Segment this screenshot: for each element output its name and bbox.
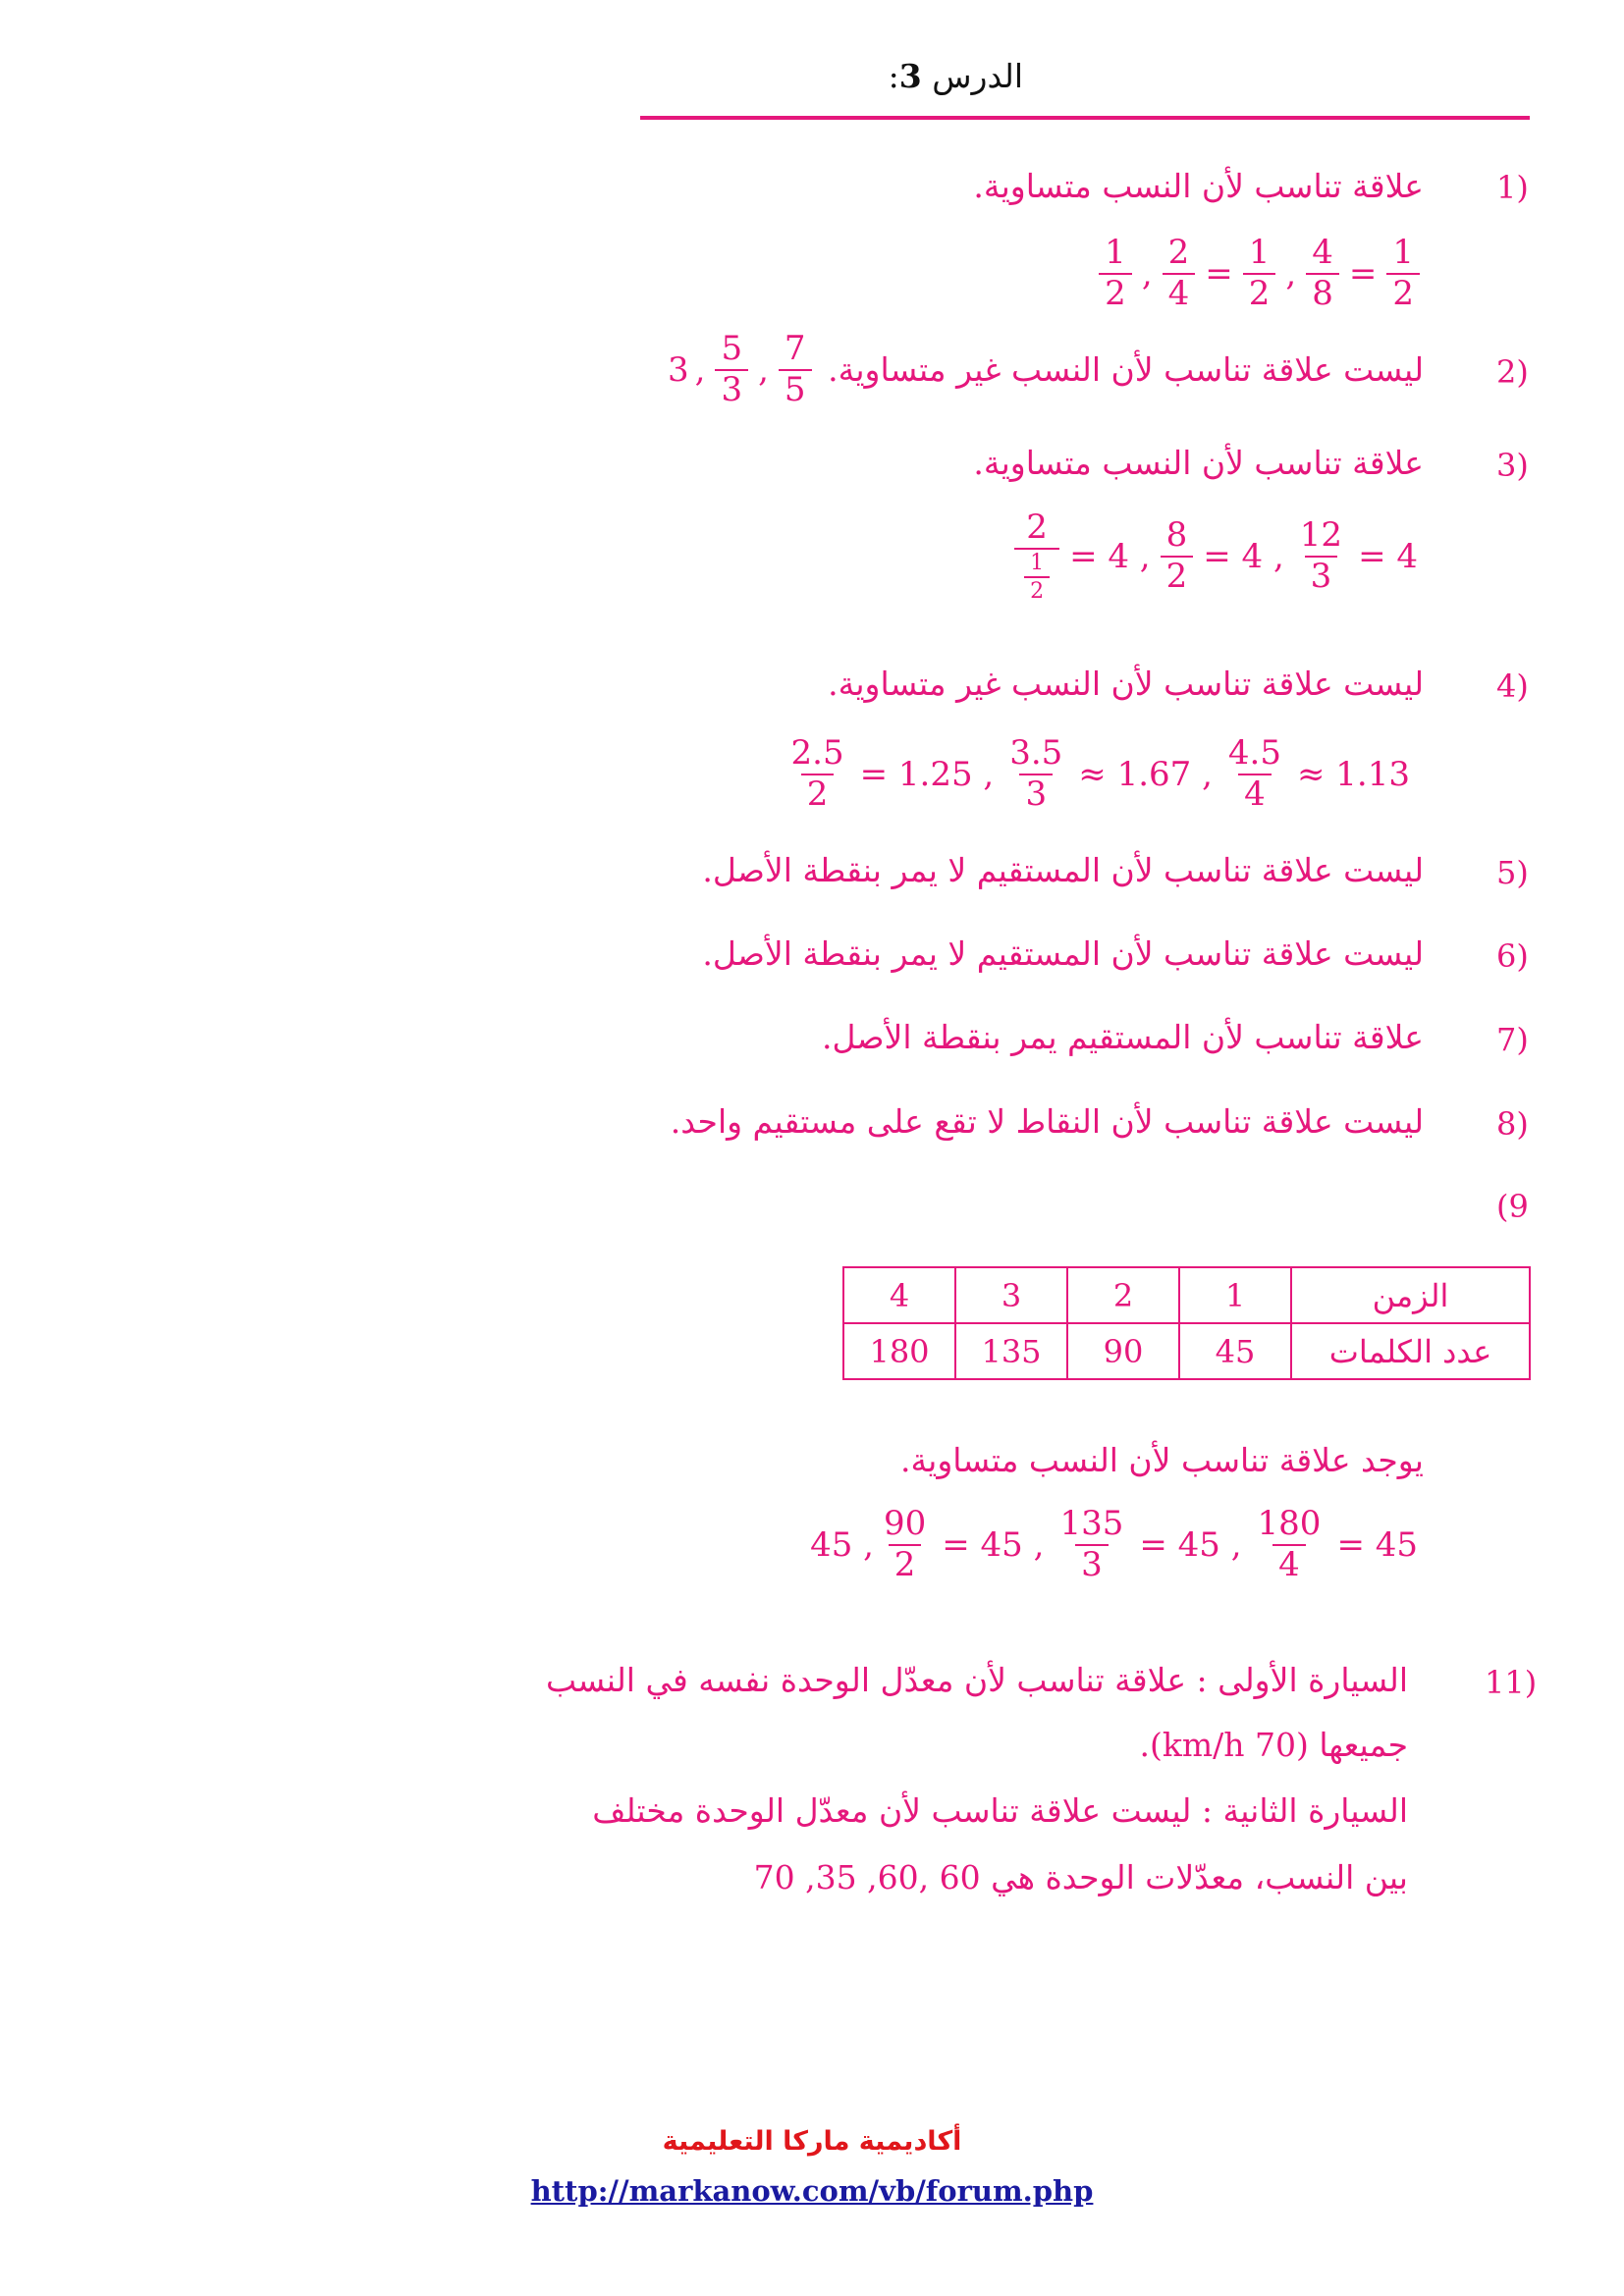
footer-link[interactable]: http://markanow.com/vb/forum.php <box>530 2174 1094 2208</box>
fraction: $\frac{1}{2}$ <box>1099 236 1132 311</box>
page-header: الدرس 3: <box>888 57 1023 95</box>
item-number-9: (9 <box>1496 1188 1529 1225</box>
item-number-8: 8) <box>1496 1105 1529 1143</box>
table-cell: 135 <box>955 1323 1067 1379</box>
fraction: $\frac{90}{2}$ <box>883 1504 927 1584</box>
math-q4: $\frac{2.5}{2}$ = 1.25 , $\frac{3.5}{3}$ ≈ 1.67 , $\frac{4.5}{4}$ ≈ 1.13 <box>782 736 1416 812</box>
fraction: $\frac{1}{2}$ <box>1243 236 1276 311</box>
item-number-3: 3) <box>1496 447 1529 484</box>
fraction: $\frac{3.5}{3}$ <box>1009 733 1063 814</box>
value: 3 <box>668 349 689 390</box>
table-cell: 2 <box>1067 1267 1179 1323</box>
table-cell: 90 <box>1067 1323 1179 1379</box>
item-number-2: 2) <box>1496 353 1529 391</box>
q11-line-4: بين النسب، معدّلات الوحدة هي 60 ,60, 35, 70 <box>753 1858 1408 1896</box>
table-cell: 45 <box>1179 1323 1291 1379</box>
item-text-8: ليست علاقة تناسب لأن النقاط لا تقع على مستقيم واحد. <box>670 1102 1424 1141</box>
fraction: $\frac{180}{4}$ <box>1257 1504 1322 1584</box>
fraction: $\frac{2}{4}$ <box>1163 236 1196 311</box>
item-text-5: ليست علاقة تناسب لأن المستقيم لا يمر بنقطة الأصل. <box>702 851 1424 889</box>
fraction: $\frac{1}{2}$ <box>1386 236 1420 311</box>
item-text-7: علاقة تناسب لأن المستقيم يمر بنقطة الأصل. <box>822 1018 1424 1056</box>
q11-line-3: السيارة الثانية : ليست علاقة تناسب لأن معدّل الوحدة مختلف <box>592 1791 1408 1830</box>
data-table <box>842 1266 1531 1380</box>
table-cell: عدد الكلمات <box>1291 1323 1530 1379</box>
q11-line-1: السيارة الأولى : علاقة تناسب لأن معدّل الوحدة نفسه في النسب <box>545 1661 1408 1699</box>
item-number-5: 5) <box>1496 854 1529 891</box>
fraction: $\frac{7}{5}$ <box>779 332 812 407</box>
math-q1: $\frac{1}{2}$ , $\frac{2}{4}$ = $\frac{1}{2}$ , $\frac{4}{8}$ = $\frac{1}{2}$ <box>1095 236 1424 311</box>
item-number-4: 4) <box>1496 667 1529 705</box>
fraction: $\frac{12}{3}$ <box>1299 515 1343 596</box>
item-number-1: 1) <box>1496 169 1529 206</box>
math-q9: 45 , $\frac{90}{2}$ = 45 , $\frac{135}{3}$ = 45 , $\frac{180}{4}$ = 45 <box>810 1504 1418 1584</box>
item-number-7: 7) <box>1496 1021 1529 1058</box>
fraction: $\frac{135}{3}$ <box>1059 1504 1124 1584</box>
math-q2: $\frac{7}{5}$ , $\frac{5}{3}$ , 3 <box>668 332 816 407</box>
math-q3: $\frac{2}{\frac{1}{2}}$ = 4 , $\frac{8}{2}$ = 4 , $\frac{12}{3}$ = 4 <box>1010 510 1424 603</box>
value: 45 , <box>810 1524 874 1565</box>
table-cell: الزمن <box>1291 1267 1530 1323</box>
item-text-3: علاقة تناسب لأن النسب متساوية. <box>973 444 1424 482</box>
item-text-6: ليست علاقة تناسب لأن المستقيم لا يمر بنقطة الأصل. <box>702 934 1424 973</box>
table-cell: 1 <box>1179 1267 1291 1323</box>
table-cell: 4 <box>843 1267 955 1323</box>
fraction: $\frac{4}{8}$ <box>1306 236 1339 311</box>
item-text-2: ليست علاقة تناسب لأن النسب غير متساوية. <box>828 350 1424 389</box>
fraction: $\frac{5}{3}$ <box>715 332 748 407</box>
table-row <box>843 1267 1530 1323</box>
item-text-1: علاقة تناسب لأن النسب متساوية. <box>973 167 1424 205</box>
table-cell: 180 <box>843 1323 955 1379</box>
fraction: $\frac{2.5}{2}$ <box>790 733 844 814</box>
item-number-6: 6) <box>1496 937 1529 975</box>
lesson-number: 3 <box>898 57 922 95</box>
fraction: $\frac{8}{2}$ <box>1161 518 1194 594</box>
q9-statement: يوجد علاقة تناسب لأن النسب متساوية. <box>899 1441 1424 1479</box>
complex-fraction: $\frac{2}{\frac{1}{2}}$ <box>1014 510 1059 603</box>
fraction: $\frac{4.5}{4}$ <box>1227 733 1281 814</box>
header-rule <box>640 116 1530 120</box>
header-title: الدرس <box>932 57 1023 95</box>
item-number-11: 11) <box>1485 1664 1538 1701</box>
footer-title: أكاديمية ماركا التعليمية <box>662 2126 962 2157</box>
item-text-4: ليست علاقة تناسب لأن النسب غير متساوية. <box>828 665 1424 703</box>
table-cell: 3 <box>955 1267 1067 1323</box>
q11-line-2: جميعها (70 km/h). <box>1139 1726 1408 1764</box>
table-row <box>843 1323 1530 1379</box>
